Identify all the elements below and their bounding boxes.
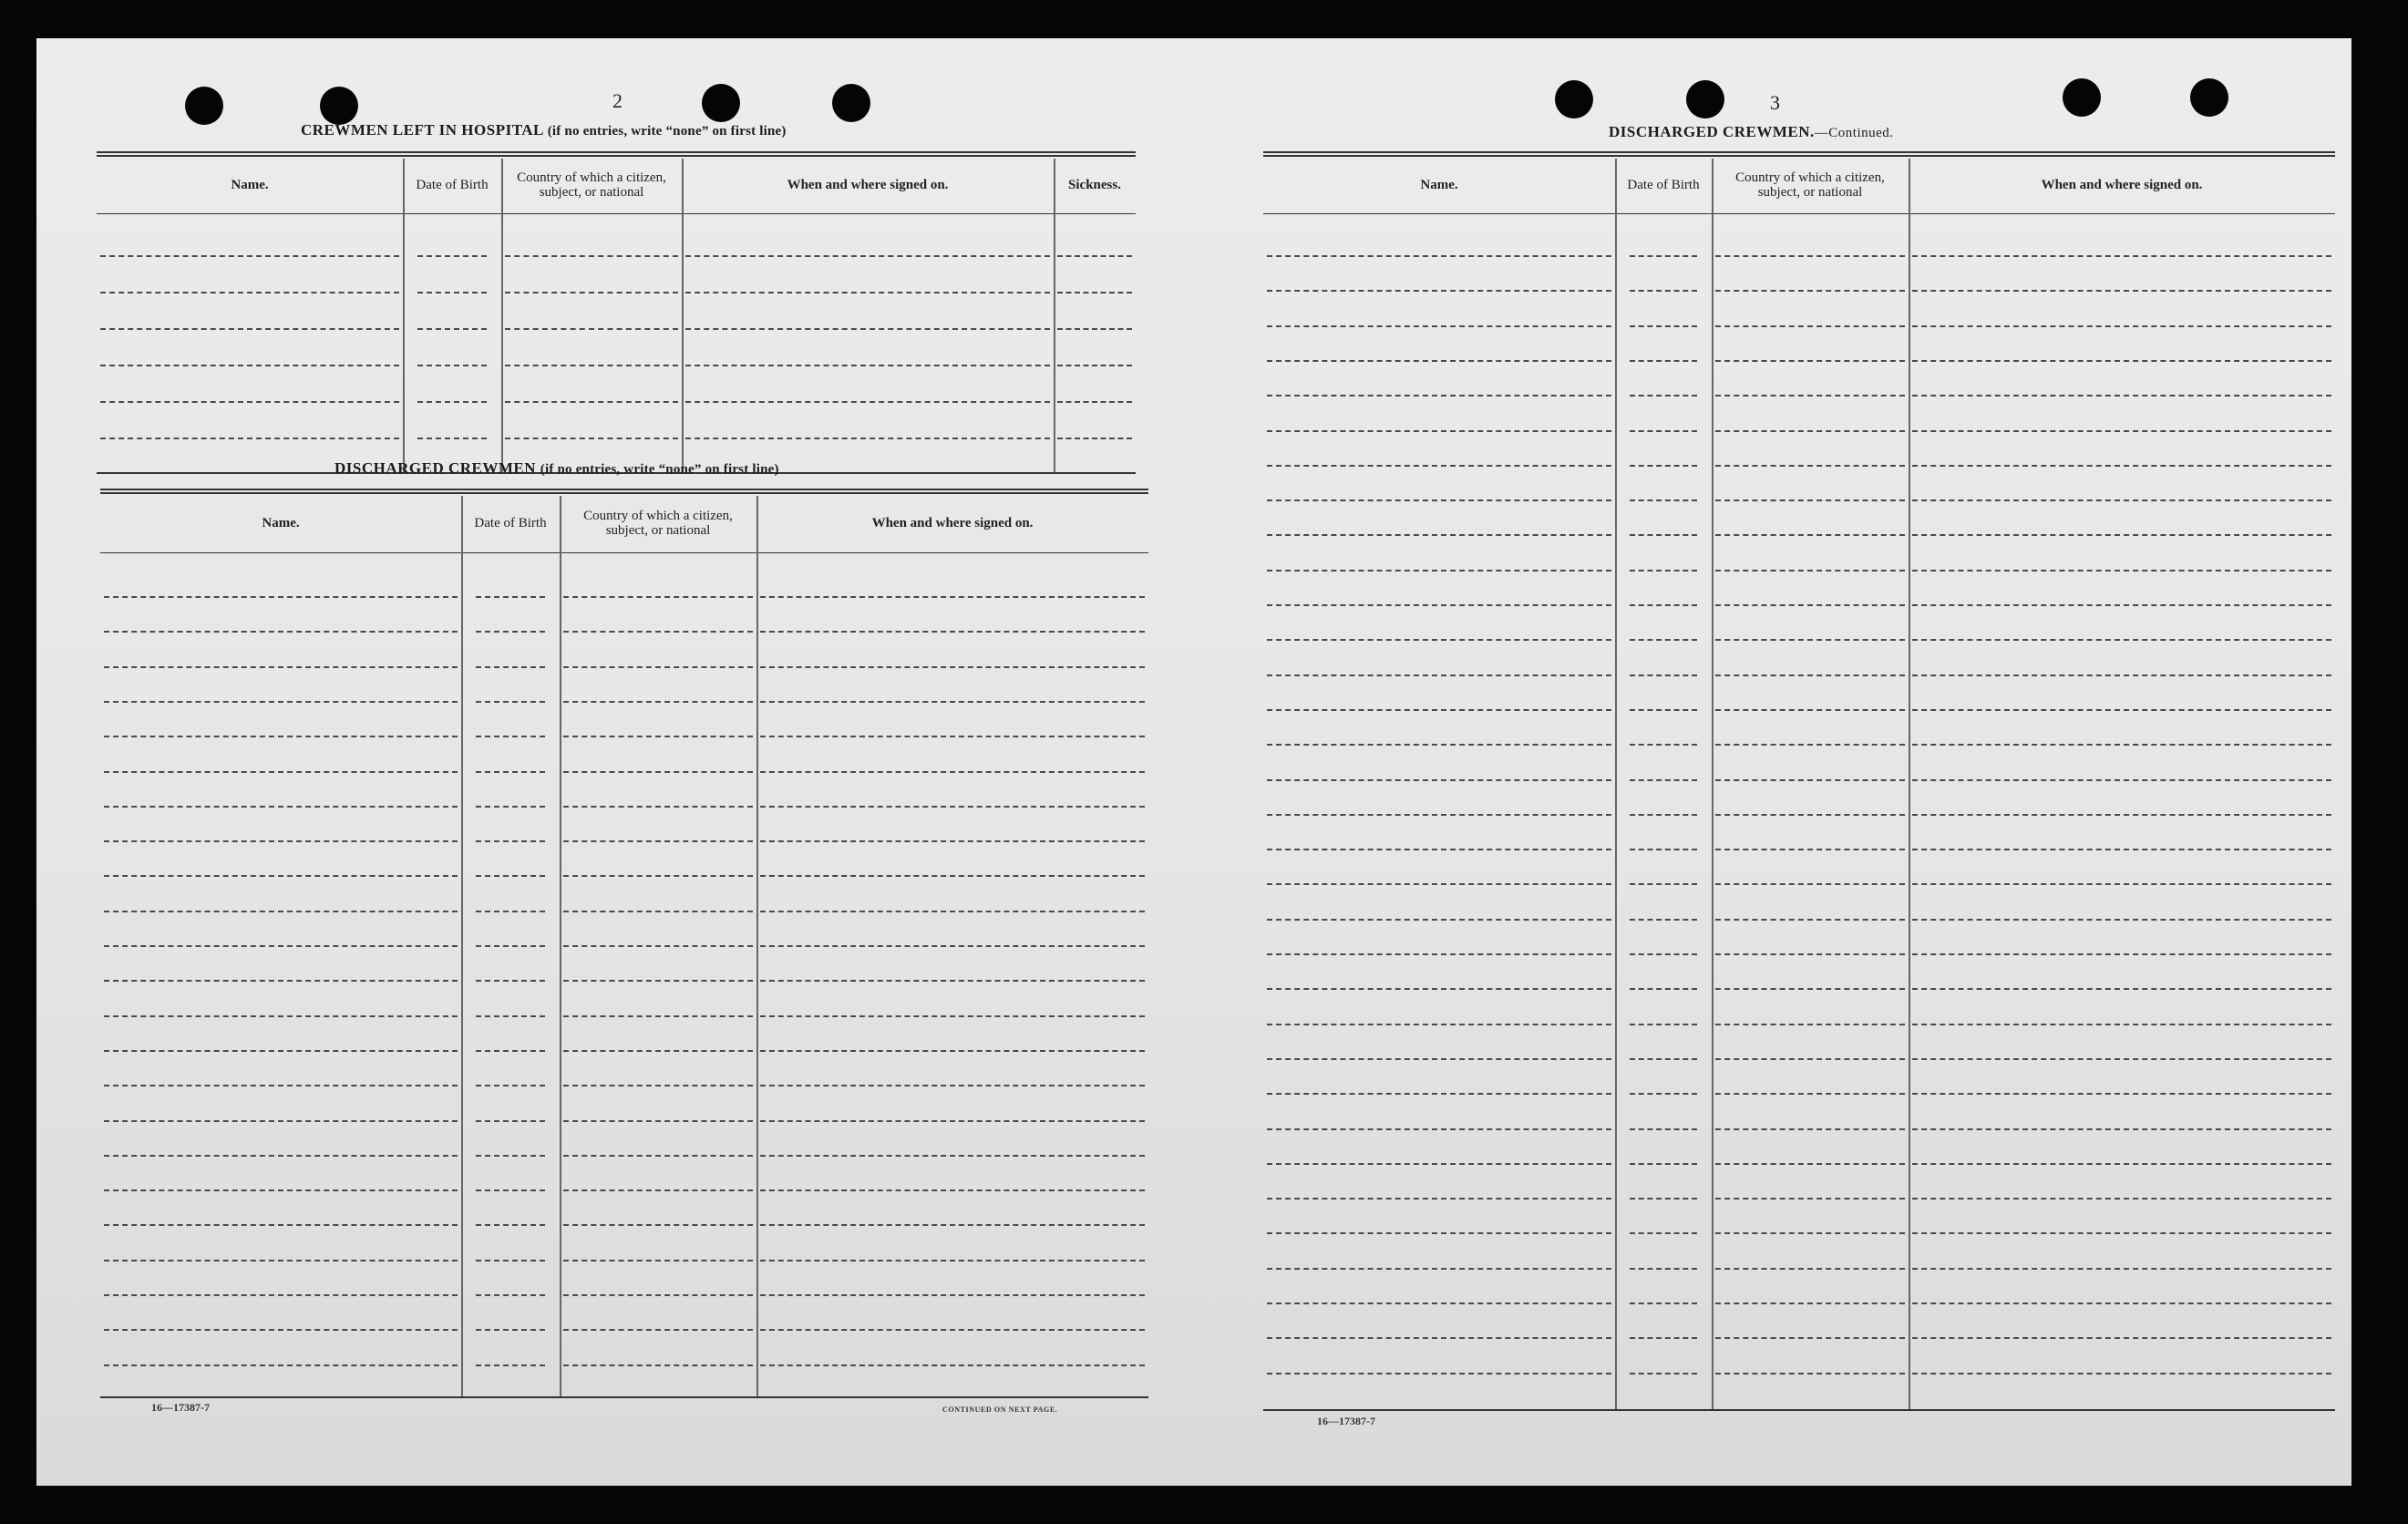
entry-line[interactable] [1912, 1268, 2331, 1270]
entry-line[interactable] [1912, 290, 2331, 292]
entry-line[interactable] [104, 980, 458, 982]
entry-line[interactable] [104, 1015, 458, 1017]
entry-line[interactable] [1267, 430, 1611, 432]
entry-line[interactable] [1057, 292, 1132, 293]
entry-line[interactable] [1715, 534, 1905, 536]
entry-line[interactable] [1630, 779, 1697, 781]
entry-line[interactable] [563, 806, 753, 808]
entry-line[interactable] [417, 365, 487, 366]
entry-line[interactable] [1715, 604, 1905, 606]
entry-line[interactable] [563, 1294, 753, 1296]
form-number-right: 16—17387-7 [1317, 1415, 1375, 1427]
entry-line[interactable] [1630, 255, 1697, 257]
entry-line[interactable] [476, 1155, 545, 1157]
entry-line[interactable] [104, 1189, 458, 1191]
discharged-continued-suffix: —Continued. [1814, 126, 1894, 140]
entry-line[interactable] [505, 401, 678, 403]
entry-line[interactable] [476, 1085, 545, 1086]
entry-line[interactable] [1630, 430, 1697, 432]
entry-line[interactable] [1630, 674, 1697, 676]
entry-line[interactable] [760, 911, 1145, 912]
entry-line[interactable] [1630, 988, 1697, 990]
entry-line[interactable] [476, 771, 545, 773]
entry-line[interactable] [1715, 953, 1905, 955]
entry-line[interactable] [104, 1260, 458, 1261]
entry-line[interactable] [1912, 1163, 2331, 1165]
entry-line[interactable] [1715, 779, 1905, 781]
entry-line[interactable] [563, 1155, 753, 1157]
entry-line[interactable] [104, 945, 458, 947]
entry-line[interactable] [1715, 1232, 1905, 1234]
entry-line[interactable] [1715, 395, 1905, 396]
entry-line[interactable] [1267, 814, 1611, 816]
entry-line[interactable] [104, 596, 458, 598]
punch-hole [702, 84, 740, 122]
entry-line[interactable] [1912, 1337, 2331, 1339]
entry-line[interactable] [1630, 1128, 1697, 1130]
entry-line[interactable] [1715, 883, 1905, 885]
entry-line[interactable] [1715, 1303, 1905, 1304]
entry-line[interactable] [1630, 570, 1697, 572]
entry-line[interactable] [1267, 1093, 1611, 1095]
entry-line[interactable] [1267, 639, 1611, 641]
entry-line[interactable] [1912, 255, 2331, 257]
entry-line[interactable] [476, 631, 545, 633]
entry-line[interactable] [563, 1189, 753, 1191]
entry-line[interactable] [1715, 1163, 1905, 1165]
entry-line[interactable] [760, 1189, 1145, 1191]
entry-line[interactable] [1630, 883, 1697, 885]
entry-line[interactable] [505, 292, 678, 293]
entry-line[interactable] [1912, 779, 2331, 781]
entry-line[interactable] [1630, 1232, 1697, 1234]
entry-line[interactable] [563, 771, 753, 773]
entry-line[interactable] [476, 1224, 545, 1226]
entry-line[interactable] [760, 1015, 1145, 1017]
column-header-name: Name. [1420, 177, 1458, 192]
entry-line[interactable] [563, 596, 753, 598]
hospital-section-title [301, 121, 787, 139]
entry-line[interactable] [476, 666, 545, 668]
entry-line[interactable] [476, 911, 545, 912]
entry-line[interactable] [1630, 360, 1697, 362]
entry-line[interactable] [1267, 325, 1611, 327]
entry-line[interactable] [104, 771, 458, 773]
entry-line[interactable] [1267, 395, 1611, 396]
entry-line[interactable] [1630, 604, 1697, 606]
entry-line[interactable] [100, 292, 399, 293]
entry-line[interactable] [760, 1155, 1145, 1157]
entry-line[interactable] [1267, 883, 1611, 885]
punch-hole [1555, 80, 1593, 118]
entry-line[interactable] [1715, 1058, 1905, 1060]
column-header-when-where-signed-on: When and where signed on. [871, 515, 1034, 530]
entry-line[interactable] [1715, 988, 1905, 990]
entry-line[interactable] [104, 806, 458, 808]
entry-line[interactable] [1267, 1024, 1611, 1025]
entry-line[interactable] [760, 1120, 1145, 1122]
entry-line[interactable] [476, 875, 545, 877]
entry-line[interactable] [100, 365, 399, 366]
entry-line[interactable] [1267, 988, 1611, 990]
hospital-title-text: CREWMEN LEFT IN HOSPITAL [301, 121, 543, 139]
entry-line[interactable] [417, 401, 487, 403]
entry-line[interactable] [417, 292, 487, 293]
discharged-title-text: DISCHARGED CREWMEN [334, 459, 537, 477]
discharged-title-note: (if no entries, write “none” on first line) [540, 462, 779, 477]
entry-line[interactable] [1715, 499, 1905, 501]
entry-line[interactable] [1057, 255, 1132, 257]
entry-line[interactable] [1630, 395, 1697, 396]
entry-line[interactable] [760, 1364, 1145, 1366]
entry-line[interactable] [1715, 1128, 1905, 1130]
entry-line[interactable] [1267, 1163, 1611, 1165]
entry-line[interactable] [476, 980, 545, 982]
entry-line[interactable] [1630, 1303, 1697, 1304]
entry-line[interactable] [1267, 290, 1611, 292]
entry-line[interactable] [1715, 1337, 1905, 1339]
entry-line[interactable] [760, 1085, 1145, 1086]
entry-line[interactable] [1912, 430, 2331, 432]
entry-line[interactable] [1912, 1128, 2331, 1130]
entry-line[interactable] [1630, 1268, 1697, 1270]
entry-line[interactable] [1912, 639, 2331, 641]
entry-line[interactable] [1267, 744, 1611, 746]
entry-line[interactable] [505, 255, 678, 257]
entry-line[interactable] [760, 840, 1145, 842]
entry-line[interactable] [1630, 1163, 1697, 1165]
discharged-continued-title [1609, 123, 1894, 141]
entry-line[interactable] [505, 365, 678, 366]
entry-line[interactable] [1267, 849, 1611, 850]
entry-line[interactable] [104, 1155, 458, 1157]
entry-line[interactable] [1630, 534, 1697, 536]
entry-line[interactable] [1715, 570, 1905, 572]
entry-line[interactable] [476, 1050, 545, 1052]
entry-line[interactable] [760, 701, 1145, 703]
entry-line[interactable] [104, 911, 458, 912]
entry-line[interactable] [563, 945, 753, 947]
entry-line[interactable] [1630, 919, 1697, 921]
entry-line[interactable] [563, 875, 753, 877]
entry-line[interactable] [104, 736, 458, 737]
entry-line[interactable] [1630, 499, 1697, 501]
entry-line[interactable] [1715, 709, 1905, 711]
entry-line[interactable] [104, 666, 458, 668]
entry-line[interactable] [476, 840, 545, 842]
entry-line[interactable] [104, 701, 458, 703]
entry-line[interactable] [1267, 1373, 1611, 1375]
entry-line[interactable] [685, 292, 1050, 293]
entry-line[interactable] [104, 1120, 458, 1122]
entry-line[interactable] [476, 945, 545, 947]
entry-line[interactable] [1912, 953, 2331, 955]
discharged-table [100, 489, 1148, 1396]
entry-line[interactable] [1267, 1232, 1611, 1234]
entry-line[interactable] [1912, 1373, 2331, 1375]
entry-line[interactable] [1912, 709, 2331, 711]
entry-line[interactable] [1912, 325, 2331, 327]
entry-line[interactable] [1267, 360, 1611, 362]
entry-line[interactable] [1715, 1198, 1905, 1200]
entry-line[interactable] [685, 328, 1050, 330]
form-number-left: 16—17387-7 [151, 1401, 210, 1414]
entry-line[interactable] [563, 980, 753, 982]
page-number-right: 3 [1770, 91, 1780, 114]
entry-line[interactable] [563, 1120, 753, 1122]
entry-line[interactable] [563, 1260, 753, 1261]
entry-line[interactable] [1630, 1024, 1697, 1025]
entry-line[interactable] [1267, 534, 1611, 536]
entry-line[interactable] [760, 1294, 1145, 1296]
entry-line[interactable] [1912, 395, 2331, 396]
entry-line[interactable] [1715, 360, 1905, 362]
entry-line[interactable] [760, 736, 1145, 737]
column-header-name: Name. [231, 177, 269, 192]
entry-line[interactable] [1267, 919, 1611, 921]
entry-line[interactable] [1715, 1093, 1905, 1095]
column-header-when-where-signed-on: When and where signed on. [787, 177, 949, 192]
entry-line[interactable] [760, 666, 1145, 668]
entry-line[interactable] [505, 328, 678, 330]
entry-line[interactable] [685, 255, 1050, 257]
entry-line[interactable] [1630, 1058, 1697, 1060]
column-header-when-where-signed-on: When and where signed on. [2041, 177, 2203, 192]
entry-line[interactable] [1715, 325, 1905, 327]
column-header-date-of-birth: Date of Birth [474, 516, 547, 530]
entry-line[interactable] [1267, 1198, 1611, 1200]
entry-line[interactable] [1630, 1337, 1697, 1339]
entry-line[interactable] [1912, 465, 2331, 467]
entry-line[interactable] [104, 1050, 458, 1052]
entry-line[interactable] [760, 945, 1145, 947]
entry-line[interactable] [1267, 604, 1611, 606]
entry-line[interactable] [1715, 814, 1905, 816]
entry-line[interactable] [417, 438, 487, 439]
entry-line[interactable] [563, 701, 753, 703]
entry-line[interactable] [1267, 709, 1611, 711]
punch-hole [320, 87, 358, 125]
entry-line[interactable] [1267, 1268, 1611, 1270]
entry-line[interactable] [1057, 401, 1132, 403]
punch-hole [2063, 78, 2101, 117]
entry-line[interactable] [1715, 290, 1905, 292]
punch-hole [832, 84, 870, 122]
entry-line[interactable] [760, 1224, 1145, 1226]
column-header-country: Country of which a citizen, subject, or national [583, 509, 733, 538]
entry-line[interactable] [1912, 1093, 2331, 1095]
entry-line[interactable] [1912, 744, 2331, 746]
entry-line[interactable] [476, 596, 545, 598]
entry-line[interactable] [1267, 1337, 1611, 1339]
entry-line[interactable] [563, 840, 753, 842]
entry-line[interactable] [476, 1120, 545, 1122]
entry-line[interactable] [1267, 779, 1611, 781]
entry-line[interactable] [1267, 953, 1611, 955]
entry-line[interactable] [563, 911, 753, 912]
entry-line[interactable] [760, 806, 1145, 808]
entry-line[interactable] [1912, 1232, 2331, 1234]
entry-line[interactable] [476, 1189, 545, 1191]
entry-line[interactable] [1912, 919, 2331, 921]
entry-line[interactable] [563, 1224, 753, 1226]
entry-line[interactable] [563, 1085, 753, 1086]
entry-line[interactable] [563, 1050, 753, 1052]
entry-line[interactable] [1912, 883, 2331, 885]
entry-line[interactable] [1715, 465, 1905, 467]
continued-note: CONTINUED ON NEXT PAGE. [942, 1406, 1058, 1414]
column-header-date-of-birth: Date of Birth [1627, 178, 1700, 192]
entry-line[interactable] [1267, 465, 1611, 467]
entry-line[interactable] [1267, 255, 1611, 257]
entry-line[interactable] [1912, 988, 2331, 990]
entry-line[interactable] [1912, 1058, 2331, 1060]
column-header-sickness: Sickness. [1068, 177, 1121, 192]
entry-line[interactable] [1912, 499, 2331, 501]
entry-line[interactable] [685, 438, 1050, 439]
entry-line[interactable] [100, 328, 399, 330]
entry-line[interactable] [685, 365, 1050, 366]
discharged-continued-table [1263, 151, 2335, 1409]
column-header-name: Name. [262, 515, 300, 530]
entry-line[interactable] [1715, 744, 1905, 746]
column-header-country: Country of which a citizen, subject, or national [517, 170, 666, 200]
entry-line[interactable] [104, 631, 458, 633]
entry-line[interactable] [1715, 1024, 1905, 1025]
entry-line[interactable] [1715, 849, 1905, 850]
entry-line[interactable] [1715, 1268, 1905, 1270]
entry-line[interactable] [104, 840, 458, 842]
entry-line[interactable] [104, 1085, 458, 1086]
entry-line[interactable] [476, 736, 545, 737]
entry-line[interactable] [100, 438, 399, 439]
hospital-table [97, 151, 1136, 472]
entry-line[interactable] [104, 1224, 458, 1226]
entry-line[interactable] [760, 875, 1145, 877]
ledger-sheet [36, 38, 2351, 1486]
entry-line[interactable] [104, 875, 458, 877]
entry-line[interactable] [104, 1294, 458, 1296]
entry-line[interactable] [505, 438, 678, 439]
entry-line[interactable] [563, 666, 753, 668]
entry-line[interactable] [1912, 814, 2331, 816]
entry-line[interactable] [760, 631, 1145, 633]
entry-line[interactable] [476, 701, 545, 703]
page-number-left: 2 [612, 89, 623, 112]
entry-line[interactable] [1057, 365, 1132, 366]
entry-line[interactable] [685, 401, 1050, 403]
entry-line[interactable] [104, 1364, 458, 1366]
entry-line[interactable] [1267, 570, 1611, 572]
entry-line[interactable] [476, 1329, 545, 1331]
entry-line[interactable] [563, 1015, 753, 1017]
entry-line[interactable] [417, 255, 487, 257]
entry-line[interactable] [1630, 1373, 1697, 1375]
entry-line[interactable] [1912, 534, 2331, 536]
entry-line[interactable] [1630, 290, 1697, 292]
entry-line[interactable] [1630, 744, 1697, 746]
entry-line[interactable] [476, 1015, 545, 1017]
entry-line[interactable] [1630, 465, 1697, 467]
entry-line[interactable] [1630, 1093, 1697, 1095]
entry-line[interactable] [1630, 849, 1697, 850]
entry-line[interactable] [104, 1329, 458, 1331]
entry-line[interactable] [1630, 953, 1697, 955]
entry-line[interactable] [1267, 1303, 1611, 1304]
entry-line[interactable] [476, 1294, 545, 1296]
entry-line[interactable] [1912, 1024, 2331, 1025]
entry-line[interactable] [1715, 255, 1905, 257]
entry-line[interactable] [563, 1329, 753, 1331]
entry-line[interactable] [100, 401, 399, 403]
entry-line[interactable] [563, 736, 753, 737]
entry-line[interactable] [1630, 639, 1697, 641]
entry-line[interactable] [1630, 1198, 1697, 1200]
entry-line[interactable] [760, 1260, 1145, 1261]
column-header-country: Country of which a citizen, subject, or national [1735, 170, 1885, 200]
entry-line[interactable] [1057, 438, 1132, 439]
entry-line[interactable] [1630, 814, 1697, 816]
entry-line[interactable] [1912, 570, 2331, 572]
entry-line[interactable] [760, 596, 1145, 598]
punch-hole [1686, 80, 1724, 118]
entry-line[interactable] [476, 1364, 545, 1366]
entry-line[interactable] [563, 631, 753, 633]
entry-line[interactable] [1912, 1198, 2331, 1200]
entry-line[interactable] [1715, 430, 1905, 432]
entry-line[interactable] [1912, 604, 2331, 606]
entry-line[interactable] [1715, 1373, 1905, 1375]
entry-line[interactable] [1267, 674, 1611, 676]
discharged-continued-title-text: DISCHARGED CREWMEN. [1609, 123, 1815, 140]
entry-line[interactable] [563, 1364, 753, 1366]
entry-line[interactable] [1912, 1303, 2331, 1304]
entry-line[interactable] [760, 1329, 1145, 1331]
punch-hole [2190, 78, 2228, 117]
entry-line[interactable] [1715, 639, 1905, 641]
discharged-section-title [334, 459, 779, 478]
entry-line[interactable] [1267, 1128, 1611, 1130]
entry-line[interactable] [760, 771, 1145, 773]
entry-line[interactable] [476, 1260, 545, 1261]
hospital-title-note: (if no entries, write “none” on first line) [547, 124, 787, 139]
entry-line[interactable] [417, 328, 487, 330]
column-header-date-of-birth: Date of Birth [416, 178, 489, 192]
punch-hole [185, 87, 223, 125]
entry-line[interactable] [1912, 674, 2331, 676]
entry-line[interactable] [1630, 709, 1697, 711]
entry-line[interactable] [1912, 849, 2331, 850]
entry-line[interactable] [760, 980, 1145, 982]
entry-line[interactable] [760, 1050, 1145, 1052]
entry-line[interactable] [1267, 499, 1611, 501]
entry-line[interactable] [476, 806, 545, 808]
entry-line[interactable] [1267, 1058, 1611, 1060]
entry-line[interactable] [1630, 325, 1697, 327]
entry-line[interactable] [100, 255, 399, 257]
entry-line[interactable] [1912, 360, 2331, 362]
entry-line[interactable] [1715, 919, 1905, 921]
entry-line[interactable] [1057, 328, 1132, 330]
entry-line[interactable] [1715, 674, 1905, 676]
